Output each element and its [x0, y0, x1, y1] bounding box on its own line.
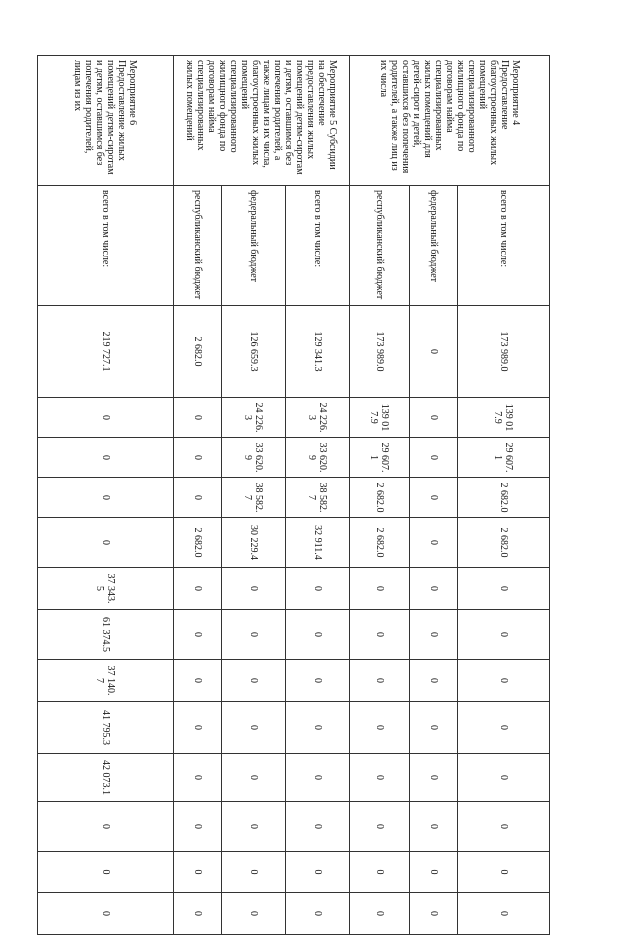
value-cell: 0	[458, 702, 550, 754]
table-row	[222, 56, 286, 935]
value-cell: 0	[222, 852, 286, 893]
value-cell: 0	[350, 610, 410, 660]
value-cell: 0	[410, 306, 458, 398]
value-cell: 38 582.7	[222, 478, 286, 518]
value-cell: 0	[286, 702, 350, 754]
funding-source: всего в том числе:	[38, 186, 174, 306]
value-cell: 61 374.5	[38, 610, 174, 660]
value-cell: 0	[458, 660, 550, 702]
value-cell: 0	[286, 802, 350, 852]
value-cell: 0	[410, 660, 458, 702]
value-cell: 2 682.0	[350, 518, 410, 568]
value-cell: 0	[174, 754, 222, 802]
value-cell: 0	[350, 568, 410, 610]
table-row	[458, 56, 550, 935]
value-cell: 0	[286, 610, 350, 660]
value-cell: 0	[410, 852, 458, 893]
table-row	[350, 56, 410, 935]
value-cell: 0	[410, 438, 458, 478]
value-cell: 0	[38, 478, 174, 518]
value-cell: 0	[350, 852, 410, 893]
value-cell: 0	[222, 893, 286, 935]
value-cell: 0	[410, 754, 458, 802]
value-cell: 2 682.0	[458, 518, 550, 568]
value-cell: 2 682.0	[174, 306, 222, 398]
value-cell: 0	[222, 754, 286, 802]
value-cell: 29 607.1	[458, 438, 550, 478]
funding-source: республиканский бюджет	[350, 186, 410, 306]
value-cell: 0	[350, 754, 410, 802]
funding-source: федеральный бюджет	[410, 186, 458, 306]
value-cell: 0	[222, 660, 286, 702]
value-cell: 0	[286, 893, 350, 935]
value-cell: 0	[286, 852, 350, 893]
funding-source: федеральный бюджет	[222, 186, 286, 306]
value-cell: 0	[458, 610, 550, 660]
value-cell: 139 017.9	[458, 398, 550, 438]
value-cell: 29 607.1	[350, 438, 410, 478]
value-cell: 0	[350, 893, 410, 935]
table-row	[174, 56, 222, 935]
value-cell: 0	[410, 610, 458, 660]
table-row	[38, 56, 174, 935]
value-cell: 0	[350, 802, 410, 852]
value-cell: 0	[458, 852, 550, 893]
value-cell: 0	[222, 568, 286, 610]
value-cell: 173 989.0	[350, 306, 410, 398]
value-cell: 0	[174, 893, 222, 935]
value-cell: 0	[458, 754, 550, 802]
event-name: Мероприятие 5 Субсидии на обеспечение предоставления жилых помещений детям-сиротам и детям, оставшимся без попечения родителей, а также лицам из их числа, благоустроенных жилых помещений специализированного жилищного фонда по договорам найма специализированных жилых помещений	[174, 56, 350, 186]
event-name: Мероприятие 6 Предоставление жилых помещений детям-сиротам и детям, оставшимся без попечения родителей, лицам из их	[38, 56, 174, 186]
value-cell: 0	[410, 518, 458, 568]
value-cell: 0	[410, 568, 458, 610]
value-cell: 0	[174, 802, 222, 852]
value-cell: 38 582.7	[286, 478, 350, 518]
value-cell: 0	[410, 702, 458, 754]
value-cell: 0	[350, 660, 410, 702]
value-cell: 0	[174, 568, 222, 610]
funding-source: республиканский бюджет	[174, 186, 222, 306]
value-cell: 0	[410, 478, 458, 518]
value-cell: 0	[458, 893, 550, 935]
value-cell: 0	[410, 398, 458, 438]
value-cell: 0	[38, 398, 174, 438]
value-cell: 0	[410, 802, 458, 852]
value-cell: 33 620.9	[286, 438, 350, 478]
value-cell: 2 682.0	[350, 478, 410, 518]
value-cell: 32 911.4	[286, 518, 350, 568]
value-cell: 0	[286, 660, 350, 702]
value-cell: 33 620.9	[222, 438, 286, 478]
value-cell: 0	[458, 802, 550, 852]
value-cell: 24 226.3	[222, 398, 286, 438]
value-cell: 126 659.3	[222, 306, 286, 398]
value-cell: 0	[286, 754, 350, 802]
budget-table	[37, 55, 550, 935]
value-cell: 0	[222, 802, 286, 852]
value-cell: 24 226.3	[286, 398, 350, 438]
value-cell: 219 727.1	[38, 306, 174, 398]
value-cell: 2 682.0	[174, 518, 222, 568]
value-cell: 0	[38, 438, 174, 478]
value-cell: 0	[38, 518, 174, 568]
value-cell: 0	[222, 610, 286, 660]
value-cell: 139 017.9	[350, 398, 410, 438]
value-cell: 0	[38, 802, 174, 852]
funding-source: всего в том числе:	[286, 186, 350, 306]
value-cell: 0	[222, 702, 286, 754]
value-cell: 41 795.3	[38, 702, 174, 754]
value-cell: 0	[38, 852, 174, 893]
value-cell: 0	[38, 893, 174, 935]
table-row	[286, 56, 350, 935]
value-cell: 0	[410, 893, 458, 935]
funding-source: всего в том числе:	[458, 186, 550, 306]
event-name: Мероприятие 4 Предоставление благоустроенных жилых помещений специализированного жилищного фонда по договорам найма специализированных жилых помещений для детей-сирот и детей, оставшихся без попечения родителей, а также лиц из их числа	[350, 56, 550, 186]
value-cell: 0	[174, 478, 222, 518]
value-cell: 2 682.0	[458, 478, 550, 518]
value-cell: 37 140.7	[38, 660, 174, 702]
value-cell: 0	[174, 660, 222, 702]
value-cell: 0	[174, 610, 222, 660]
value-cell: 0	[174, 702, 222, 754]
value-cell: 173 989.0	[458, 306, 550, 398]
value-cell: 0	[350, 702, 410, 754]
value-cell: 0	[458, 568, 550, 610]
value-cell: 0	[286, 568, 350, 610]
value-cell: 37 343.5	[38, 568, 174, 610]
value-cell: 42 073.1	[38, 754, 174, 802]
value-cell: 129 341.3	[286, 306, 350, 398]
value-cell: 0	[174, 438, 222, 478]
value-cell: 0	[174, 852, 222, 893]
value-cell: 30 229.4	[222, 518, 286, 568]
table-row	[410, 56, 458, 935]
value-cell: 0	[174, 398, 222, 438]
